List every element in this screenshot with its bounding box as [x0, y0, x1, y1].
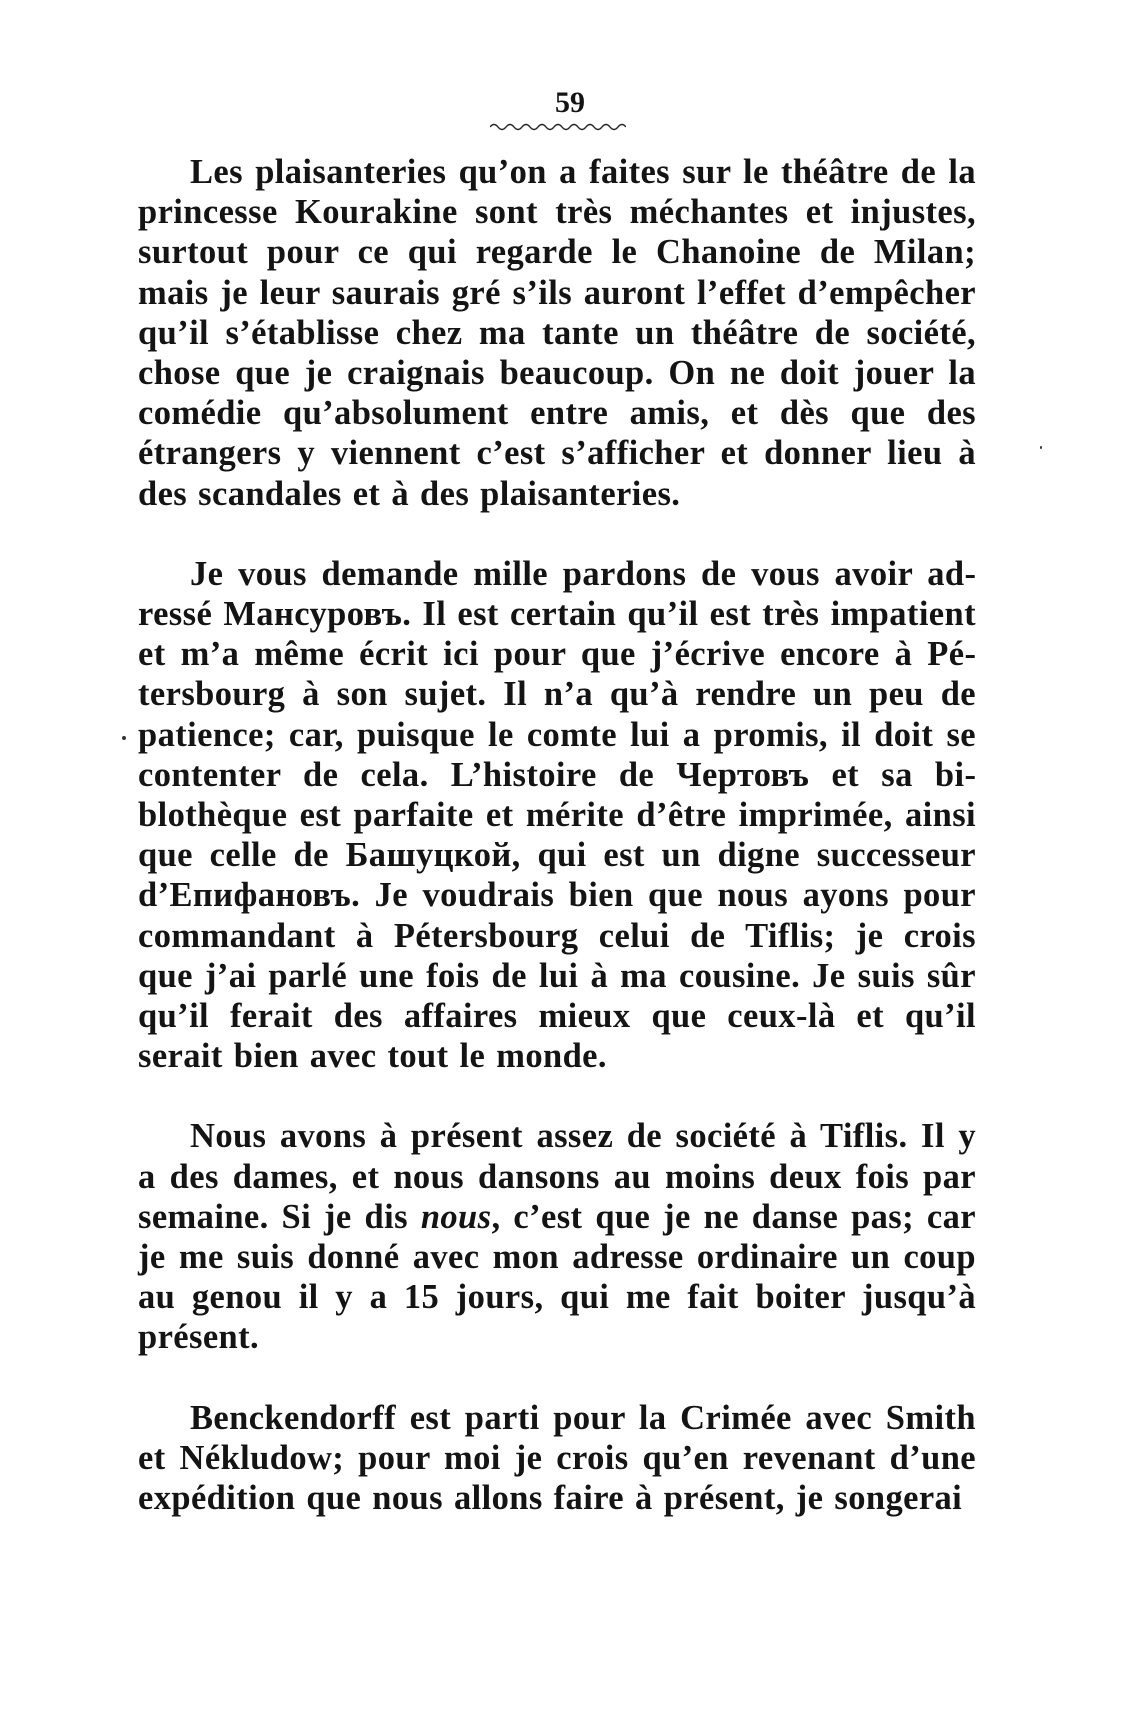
page-number: 59 — [555, 86, 585, 119]
speck — [122, 736, 126, 740]
paragraph-3 — [138, 1116, 976, 1357]
wavy-rule-ornament — [490, 122, 626, 132]
paragraph-2: Je vous demande mille pardons de vous avoir adressé Мансуровъ. Il est certain qu’il est très impatient et m’a même écrit ici pour que j’écrive encore à Pétersbourg à son sujet. Il n’a qu’à rendre un peu de patience; car, puisque le comte lui a promis, il doit se contenter de cela. L’histoire de Чертовъ et sa biblothèque est parfaite et mérite d’être imprimée, ainsi que celle de Башуцкой, qui est un digne successeur d’Епифановъ. Je voudrais bien que nous ayons pour commandant à Pétersbourg celui de Tiflis; je crois que j’ai parlé une fois de lui à ma cousine. Je suis sûr qu’il ferait des affaires mieux que ceux-là et qu’il serait bien avec tout le monde. — [138, 554, 976, 1076]
body-text — [138, 152, 976, 1518]
paragraph-3-part-1: Nous avons à présent assez de société à Tiflis. Il y a des dames, et nous dansons au moins deux fois par semaine. Si je dis — [138, 1117, 976, 1236]
paragraph-3-part-2: , c’est que je ne danse pas; car je me suis donné avec mon adresse ordinaire un coup au genou il y a 15 jours, qui me fait boiter jusqu’à présent. — [138, 1197, 976, 1357]
speck — [1040, 446, 1042, 449]
italic-word: nous — [420, 1197, 492, 1236]
paragraph-4: Benckendorff est parti pour la Crimée avec Smith et Nékludow; pour moi je crois qu’en revenant d’une expédition que nous allons faire à présent, je songerai — [138, 1398, 976, 1518]
paragraph-1: Les plaisanteries qu’on a faites sur le théâtre de la princesse Kourakine sont très méchantes et injustes, surtout pour ce qui regarde le Chanoine de Milan; mais je leur saurais gré s’ils auront l’effet d’empêcher qu’il s’établisse chez ma tante un théâtre de société, chose que je craignais beaucoup. On ne doit jouer la comédie qu’absolument entre amis, et dès que des étrangers y viennent c’est s’afficher et donner lieu à des scandales et à des plaisanteries. — [138, 153, 976, 513]
